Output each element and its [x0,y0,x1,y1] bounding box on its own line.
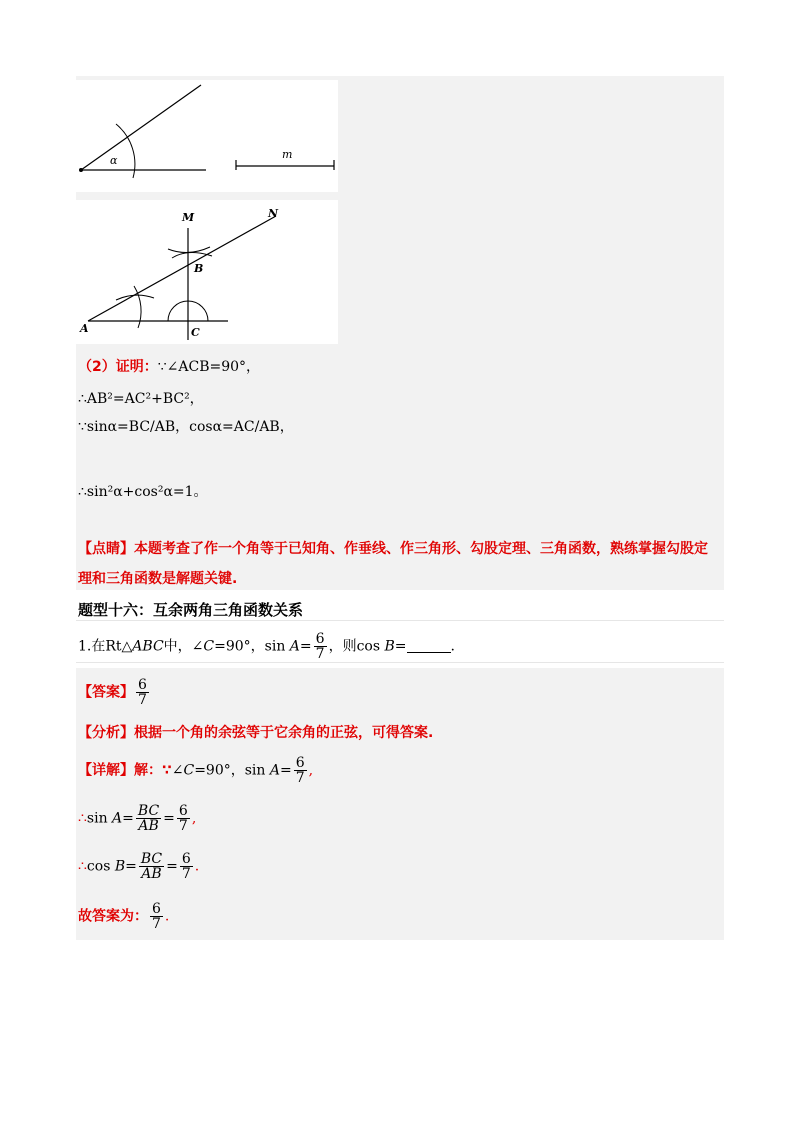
analysis-label: 【分析】 [78,725,134,741]
question-fraction: $\frac{6}{7}$ [315,631,325,662]
section-title: 题型十六：互余两角三角函数关系 [78,601,304,619]
comment-text-2: 理和三角函数是解题关键. [78,571,238,587]
sin-cos-definition: ∵sinα=BC/AB，cosα=AC/AB， [78,419,294,435]
point-N: N [268,207,279,220]
question-line: 1.在Rt△ABC中，∠C=90°，sin A= $\frac{6}{7}$ ，则cos B= . [78,631,455,662]
proof-line-3 [78,420,294,434]
proof-line-2 [78,392,204,406]
question-text-c: ，则 [328,638,357,655]
detail-line-2: ∴sin A= $\frac{BC}{AB}$ = $\frac{6}{7}$ , [78,803,197,834]
detail-intro: 解：∵ [134,762,172,779]
identity-conclusion: ∴sin²α+cos²α=1。 [78,484,208,500]
answer-blank [407,652,451,653]
question-divider [76,662,724,663]
proof-label: （2）证明： [78,359,158,375]
pythagoras-statement: ∴AB²=AC²+BC²， [78,391,204,407]
detail-conclusion: 故答案为： $\frac{6}{7}$ . [78,901,170,932]
detail-line-1: 【详解】解：∵∠C=90°，sin A= $\frac{6}{7}$ , [78,755,314,786]
proof-given: ∵∠ACB=90°， [157,359,261,375]
question-text-b: 中， [163,638,192,655]
answer-label: 【答案】 [78,684,134,701]
answer-line [78,678,151,707]
point-B: B [194,262,204,275]
comment-text-1: 本题考查了作一个角等于已知角、作垂线、作三角形、勾股定理、三角函数，熟练掌握勾股定 [134,541,708,557]
analysis-text: 根据一个角的余弦等于它余角的正弦，可得答案. [134,725,434,741]
proof-line-1 [78,360,260,374]
point-C: C [191,326,200,339]
comment-label: 【点睛】 [78,541,134,557]
comment-line-2 [78,572,237,586]
alpha-label: α [110,154,118,167]
question-end: . [450,638,455,655]
detail-label: 【详解】 [78,762,134,779]
detail-line-3: ∴cos B= $\frac{BC}{AB}$ = $\frac{6}{7}$ . [78,851,200,882]
answer-fraction: $\frac{6}{7}$ [138,677,147,708]
analysis-line [78,726,433,740]
question-number: 1. [78,638,92,655]
section-divider [76,620,724,621]
figure-angle-alpha [76,80,338,192]
figure-construction [76,200,338,344]
question-text-a: 在Rt△ [91,638,133,655]
comment-line-1 [78,542,708,556]
point-M: M [182,211,195,224]
point-A: A [80,322,89,335]
m-label: m [282,148,293,161]
conclusion-label: 故答案为： [78,908,148,925]
proof-line-4 [78,485,208,499]
